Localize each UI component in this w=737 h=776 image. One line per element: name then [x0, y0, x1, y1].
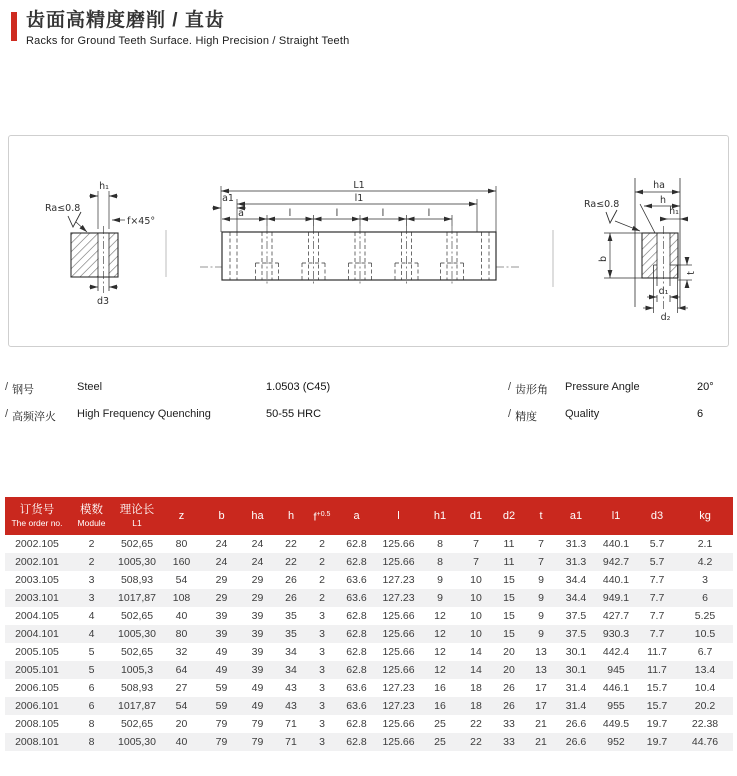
column-header: h: [275, 497, 307, 535]
cell: 39: [251, 664, 264, 676]
page-subtitle: Racks for Ground Teeth Surface. High Precision / Straight Teeth: [26, 35, 350, 47]
dim-label-h: h: [659, 195, 667, 206]
table-header-row: [5, 497, 733, 535]
cell: 43: [285, 682, 297, 694]
cell: 20: [503, 664, 515, 676]
cell: 62.8: [346, 610, 367, 622]
cell: 16: [434, 700, 446, 712]
cell: 30.1: [565, 646, 587, 658]
cell: 26.6: [565, 718, 587, 730]
cell: 32: [175, 646, 188, 658]
cell: 502,65: [120, 610, 154, 622]
cell: 7.7: [649, 610, 665, 622]
cell: 22: [470, 736, 482, 748]
cell: 80: [175, 538, 188, 550]
cell: 1017,87: [118, 592, 156, 604]
cell: 26: [503, 682, 515, 694]
cell: 80: [175, 628, 188, 640]
cell: 79: [251, 736, 264, 748]
cell: 8: [437, 538, 443, 550]
cell: 7.7: [649, 592, 665, 604]
cell: 5.7: [649, 538, 665, 550]
cell: 7.7: [649, 574, 665, 586]
cell: 24: [215, 556, 228, 568]
cell: 4: [88, 628, 95, 640]
cell: 22: [470, 718, 482, 730]
cell: 945: [607, 664, 625, 676]
cell: 25: [434, 736, 446, 748]
cell: 108: [172, 592, 191, 604]
cell: 22.38: [691, 718, 719, 730]
roughness-label: Ra≤0.8: [584, 199, 620, 210]
cell: 79: [251, 718, 264, 730]
cell: 54: [175, 700, 188, 712]
cell: 2006.105: [15, 682, 59, 694]
cell: 2.1: [697, 538, 713, 550]
cell: 1005,30: [118, 628, 156, 640]
cell: 3: [319, 610, 325, 622]
cell: 54: [175, 574, 188, 586]
cell: 12: [434, 628, 446, 640]
cell: 44.76: [691, 736, 719, 748]
cell: 2008.101: [15, 736, 59, 748]
cell: 18: [470, 700, 482, 712]
table-row: [5, 661, 733, 679]
cell: 9: [538, 574, 544, 586]
cell: 4: [88, 610, 95, 622]
dim-label-L1: L1: [353, 180, 365, 191]
table-row: [5, 679, 733, 697]
cell: 49: [251, 700, 264, 712]
dim-label-b: b: [598, 255, 609, 263]
spec-steel: [5, 381, 330, 397]
cell: 12: [434, 664, 446, 676]
cell: 3: [702, 574, 708, 586]
rack-technical-drawing: [8, 135, 729, 347]
column-header: kg: [677, 497, 733, 535]
cell: 29: [215, 592, 228, 604]
cell: 39: [251, 628, 264, 640]
cell: 29: [251, 592, 264, 604]
cell: 49: [251, 682, 264, 694]
column-header: a: [337, 497, 376, 535]
cell: 39: [215, 610, 228, 622]
cell: 63.6: [346, 682, 367, 694]
cell: 3: [319, 628, 325, 640]
cell: 5.7: [649, 556, 665, 568]
cell: 3: [88, 592, 95, 604]
spec-label-zh: 齿形角: [515, 384, 549, 396]
cell: 64: [175, 664, 188, 676]
cell: 12: [434, 610, 446, 622]
cell: 127.23: [382, 682, 415, 694]
cell: 20: [175, 718, 188, 730]
cell: 508,93: [120, 574, 154, 586]
dim-label-h1: h₁: [669, 206, 679, 217]
cell: 9: [437, 592, 443, 604]
cell: 502,65: [120, 538, 154, 550]
cell: 949.1: [602, 592, 630, 604]
cell: 1005,3: [120, 664, 154, 676]
cell: 502,65: [120, 646, 154, 658]
dim-label-d2: d₂: [660, 312, 671, 323]
table-row: [5, 715, 733, 733]
dim-label-d3: d3: [96, 296, 110, 307]
cell: 62.8: [346, 664, 367, 676]
cell: 63.6: [346, 700, 367, 712]
dim-label-h1: h₁: [99, 181, 109, 192]
column-header: l: [376, 497, 421, 535]
cell: 125.66: [382, 628, 415, 640]
spec-slash: /: [508, 381, 512, 393]
cell: 2006.101: [15, 700, 59, 712]
cell: 79: [215, 718, 228, 730]
spec-label-zh: 高频淬火: [12, 411, 57, 423]
spec-value: 6: [697, 408, 704, 420]
cell: 10.4: [694, 682, 716, 694]
cell: 3: [319, 700, 325, 712]
cell: 446.1: [602, 682, 630, 694]
rack-front-view: [200, 180, 519, 286]
cell: 11.7: [647, 664, 667, 676]
cell: 21: [535, 718, 547, 730]
cell: 10: [470, 610, 482, 622]
cell: 9: [538, 628, 544, 640]
cell: 10: [470, 574, 482, 586]
cell: 127.23: [382, 592, 415, 604]
cell: 39: [215, 628, 228, 640]
cell: 955: [607, 700, 625, 712]
cell: 34.4: [565, 574, 587, 586]
table-row: [5, 733, 733, 751]
cell: 29: [215, 574, 228, 586]
roughness-label: Ra≤0.8: [45, 203, 81, 214]
cell: 62.8: [346, 556, 367, 568]
cell: 125.66: [382, 646, 415, 658]
cell: 63.6: [346, 574, 367, 586]
cell: 2005.101: [15, 664, 59, 676]
dim-label-l: l: [335, 208, 339, 219]
cell: 1017,87: [118, 700, 156, 712]
cell: 160: [172, 556, 191, 568]
cell: 26: [285, 574, 297, 586]
column-header: z: [160, 497, 203, 535]
spec-slash: /: [5, 381, 9, 393]
cell: 3: [319, 736, 325, 748]
cell: 3: [319, 718, 325, 730]
cell: 6: [702, 592, 708, 604]
cell: 24: [215, 538, 228, 550]
spec-label-en: Quality: [565, 408, 600, 420]
dim-label-a1: a1: [222, 193, 234, 204]
cell: 31.4: [565, 700, 587, 712]
cell: 952: [607, 736, 625, 748]
cell: 34: [285, 646, 297, 658]
cell: 2008.105: [15, 718, 59, 730]
cell: 40: [175, 736, 188, 748]
column-header: d3: [637, 497, 677, 535]
cell: 2: [319, 556, 325, 568]
column-header: d2: [493, 497, 525, 535]
cell: 40: [175, 610, 188, 622]
cell: 7: [538, 538, 544, 550]
cell: 33: [503, 718, 515, 730]
cell: 7.7: [649, 628, 665, 640]
dim-label-l: l: [381, 208, 385, 219]
cell: 17: [535, 700, 547, 712]
column-header: h1: [421, 497, 459, 535]
cell: 27: [175, 682, 188, 694]
cell: 2003.105: [15, 574, 59, 586]
cell: 33: [503, 736, 515, 748]
column-header: a1: [557, 497, 595, 535]
cell: 2004.101: [15, 628, 59, 640]
cell: 7: [473, 538, 479, 550]
cell: 2003.101: [15, 592, 59, 604]
cell: 9: [437, 574, 443, 586]
cell: 8: [88, 718, 95, 730]
cell: 22: [285, 538, 297, 550]
cell: 14: [470, 646, 482, 658]
cell: 59: [215, 682, 228, 694]
cell: 5.25: [694, 610, 716, 622]
column-header: 理论长 L1: [114, 497, 160, 535]
table-row: [5, 625, 733, 643]
cell: 30.1: [565, 664, 587, 676]
cell: 427.7: [602, 610, 630, 622]
cell: 125.66: [382, 556, 415, 568]
cell: 8: [437, 556, 443, 568]
spec-slash: /: [5, 408, 9, 420]
cell: 15: [503, 610, 515, 622]
dim-label-l: l: [427, 208, 431, 219]
column-header: t: [525, 497, 557, 535]
cell: 2002.105: [15, 538, 59, 550]
cell: 11: [503, 538, 515, 550]
cell: 37.5: [565, 628, 587, 640]
cell: 19.7: [646, 736, 668, 748]
spec-quality: [508, 408, 703, 424]
cell: 4.2: [697, 556, 713, 568]
page-title: 齿面高精度磨削 / 直齿: [26, 10, 225, 31]
cell: 14: [470, 664, 482, 676]
cell: 29: [251, 574, 264, 586]
cell: 6: [88, 682, 95, 694]
cell: 62.8: [346, 628, 367, 640]
red-accent-bar: [11, 12, 17, 41]
cell: 34: [285, 664, 297, 676]
cell: 19.7: [646, 718, 668, 730]
cell: 9: [538, 592, 544, 604]
cell: 34.4: [565, 592, 587, 604]
cell: 71: [285, 718, 297, 730]
cell: 25: [434, 718, 446, 730]
cell: 125.66: [382, 736, 415, 748]
cell: 5: [88, 664, 95, 676]
spec-label-zh: 钢号: [12, 384, 35, 396]
cell: 31.3: [565, 538, 587, 550]
cell: 15: [503, 592, 515, 604]
column-header: 订货号 The order no.: [5, 497, 69, 535]
cell: 20: [503, 646, 515, 658]
cell: 15: [503, 574, 515, 586]
technical-drawing-panel: [8, 135, 729, 347]
cell: 26.6: [565, 736, 587, 748]
cell: 59: [215, 700, 228, 712]
cell: 930.3: [602, 628, 630, 640]
cell: 8: [88, 736, 95, 748]
cell: 21: [535, 736, 547, 748]
table-row: [5, 571, 733, 589]
cell: 15: [503, 628, 515, 640]
cell: 6: [88, 700, 95, 712]
cell: 12: [434, 646, 446, 658]
cell: 7: [473, 556, 479, 568]
spec-label-en: Steel: [77, 381, 103, 393]
cell: 13.4: [694, 664, 716, 676]
cell: 35: [285, 610, 297, 622]
cell: 1005,30: [118, 556, 156, 568]
cell: 7: [538, 556, 544, 568]
table-row: [5, 535, 733, 553]
dim-label-ha: ha: [653, 180, 665, 191]
column-header: l1: [595, 497, 637, 535]
cell: 11: [503, 556, 515, 568]
cell: 127.23: [382, 700, 415, 712]
cell: 26: [503, 700, 515, 712]
cell: 508,93: [120, 682, 154, 694]
cell: 440.1: [602, 538, 630, 550]
cell: 942.7: [602, 556, 630, 568]
dim-label-a: a: [238, 208, 244, 219]
spec-label-en: Pressure Angle: [565, 381, 640, 393]
cell: 10: [470, 628, 482, 640]
table-row: [5, 643, 733, 661]
cell: 2: [319, 574, 325, 586]
cell: 15.7: [646, 700, 668, 712]
spec-quenching: [5, 408, 321, 424]
spec-value: 20°: [697, 381, 714, 393]
cell: 15.7: [646, 682, 668, 694]
cell: 442.4: [602, 646, 630, 658]
cell: 43: [285, 700, 297, 712]
cell: 125.66: [382, 538, 415, 550]
cell: 125.66: [382, 664, 415, 676]
cell: 9: [538, 610, 544, 622]
column-header: $f^{+0.5}$: [307, 497, 337, 535]
left-section-view: [45, 181, 155, 307]
cell: 63.6: [346, 592, 367, 604]
cell: 440.1: [602, 574, 630, 586]
spec-label-zh: 精度: [515, 411, 538, 423]
cell: 5: [88, 646, 95, 658]
cell: 24: [251, 556, 264, 568]
rack-data-table: [5, 497, 733, 751]
cell: 35: [285, 628, 297, 640]
cell: 79: [215, 736, 228, 748]
cell: 31.4: [565, 682, 587, 694]
cell: 2004.105: [15, 610, 59, 622]
cell: 49: [215, 646, 228, 658]
dim-label-t: t: [686, 271, 697, 275]
cell: 22: [285, 556, 297, 568]
table-row: [5, 697, 733, 715]
cell: 3: [319, 646, 325, 658]
side-section-view: [584, 178, 697, 323]
cell: 18: [470, 682, 482, 694]
cell: 2: [319, 592, 325, 604]
spec-value: 50-55 HRC: [266, 408, 322, 420]
dim-label-f45: f×45°: [127, 216, 156, 227]
cell: 62.8: [346, 538, 367, 550]
cell: 62.8: [346, 718, 367, 730]
cell: 10.5: [694, 628, 716, 640]
cell: 2002.101: [15, 556, 59, 568]
cell: 2005.105: [15, 646, 59, 658]
cell: 16: [434, 682, 446, 694]
cell: 39: [251, 646, 264, 658]
cell: 37.5: [565, 610, 587, 622]
cell: 13: [535, 664, 547, 676]
cell: 3: [319, 682, 325, 694]
cell: 1005,30: [118, 736, 156, 748]
cell: 125.66: [382, 610, 415, 622]
table-row: [5, 553, 733, 571]
dim-label-l: l: [288, 208, 292, 219]
cell: 2: [88, 538, 95, 550]
cell: 39: [251, 610, 264, 622]
column-header: ha: [240, 497, 275, 535]
spec-label-en: High Frequency Quenching: [77, 408, 211, 420]
spec-value: 1.0503 (C45): [266, 381, 331, 393]
cell: 3: [88, 574, 95, 586]
column-header: 模数 Module: [69, 497, 114, 535]
table-row: [5, 589, 733, 607]
column-header: b: [203, 497, 240, 535]
cell: 13: [535, 646, 547, 658]
table-row: [5, 607, 733, 625]
cell: 127.23: [382, 574, 415, 586]
cell: 26: [285, 592, 297, 604]
dim-label-l1: l1: [354, 193, 364, 204]
cell: 71: [285, 736, 297, 748]
page-header: [11, 10, 349, 47]
cell: 502,65: [120, 718, 154, 730]
cell: 49: [215, 664, 228, 676]
column-header: d1: [459, 497, 493, 535]
cell: 11.7: [647, 646, 667, 658]
cell: 6.7: [697, 646, 713, 658]
dim-label-d1: d₁: [658, 286, 669, 297]
cell: 3: [319, 664, 325, 676]
cell: 62.8: [346, 646, 367, 658]
spec-slash: /: [508, 408, 512, 420]
cell: 62.8: [346, 736, 367, 748]
cell: 2: [88, 556, 95, 568]
cell: 2: [319, 538, 325, 550]
cell: 24: [251, 538, 264, 550]
spec-pressure-angle: [508, 381, 714, 397]
cell: 20.2: [694, 700, 716, 712]
cell: 17: [535, 682, 547, 694]
cell: 125.66: [382, 718, 415, 730]
cell: 31.3: [565, 556, 587, 568]
cell: 449.5: [602, 718, 630, 730]
cell: 10: [470, 592, 482, 604]
